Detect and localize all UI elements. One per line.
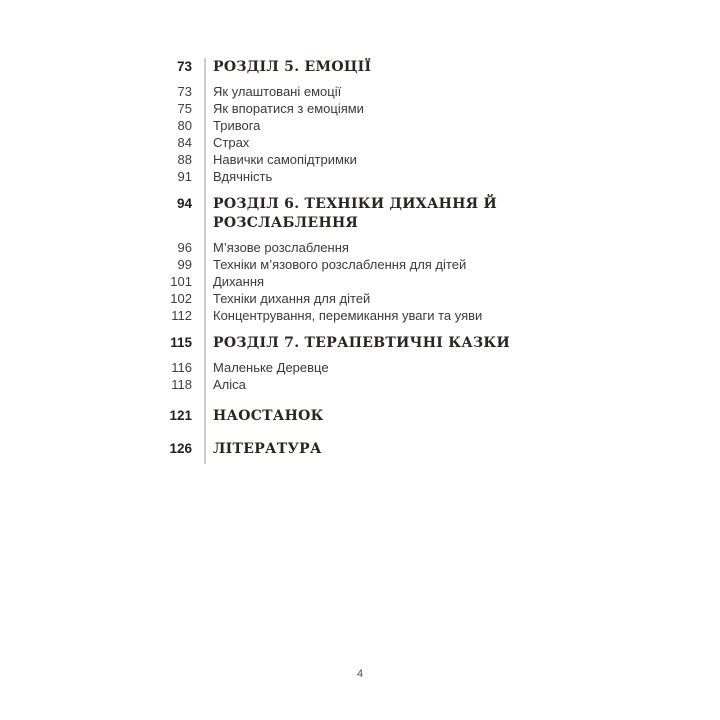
toc-item-page-number: 118 [171,377,192,392]
toc-item-row [128,134,598,151]
toc-chapter-row [128,57,598,77]
toc-item-page-number: 99 [177,257,192,272]
page-footer [0,668,720,680]
toc-item-title: Техніки м’язового розслаблення для дітей [213,257,467,272]
toc-item-title: Дихання [213,274,265,289]
toc-item-row [128,256,598,273]
toc-item-title: Як улаштовані емоції [213,84,342,99]
toc-item-page-number: 84 [177,135,192,150]
toc-divider-line [204,58,206,464]
toc-chapter-title: РОЗДІЛ 7. ТЕРАПЕВТИЧНІ КАЗКИ [213,335,510,351]
toc-chapter-page-number: 94 [176,196,192,211]
toc-chapter-page-number: 126 [169,441,192,456]
toc-item-title: Техніки дихання для дітей [213,291,371,306]
toc-item-title: Навички самопідтримки [213,152,357,167]
toc-chapter-title: РОЗДІЛ 6. ТЕХНІКИ ДИХАННЯ Й РОЗСЛАБЛЕННЯ [213,196,508,231]
toc-list [128,57,598,465]
toc-item-title: Тривога [213,118,261,133]
toc-item-row [128,100,598,117]
toc-chapter-title: ЛІТЕРАТУРА [213,441,322,457]
toc-item-row [128,117,598,134]
toc-item-page-number: 73 [177,84,192,99]
toc-chapter-row [128,333,598,353]
toc-chapter-page-number: 121 [169,408,192,423]
toc-chapter-page-number: 73 [176,59,192,74]
toc-item-title: Страх [213,135,250,150]
toc-item-row [128,307,598,324]
toc-item-title: Концентрування, перемикання уваги та уяви [213,308,483,323]
footer-page-number: 4 [356,668,364,680]
toc-item-page-number: 101 [170,274,192,289]
toc-item-page-number: 96 [177,240,192,255]
toc-item-page-number: 116 [171,360,192,375]
toc-item-row [128,83,598,100]
toc-item-title: М’язове розслаблення [213,240,349,255]
toc-item-row [128,239,598,256]
toc-item-row [128,273,598,290]
toc-item-page-number: 80 [177,118,192,133]
toc-chapter-row [128,439,598,459]
toc-item-title: Як впоратися з емоціями [213,101,364,116]
toc-item-row [128,359,598,376]
toc-item-page-number: 88 [177,152,192,167]
toc-item-title: Маленьке Деревце [213,360,329,375]
toc-item-page-number: 75 [177,101,192,116]
toc-chapter-title: НАОСТАНОК [213,408,324,424]
toc-item-row [128,376,598,393]
toc-item-page-number: 112 [171,308,192,323]
toc-chapter-title: РОЗДІЛ 5. ЕМОЦІЇ [213,59,372,75]
toc-item-row [128,290,598,307]
toc-item-row [128,151,598,168]
toc-item-title: Вдячність [213,169,273,184]
toc-item-title: Аліса [213,377,246,392]
toc-chapter-page-number: 115 [170,335,192,350]
toc-item-row [128,168,598,185]
toc-item-page-number: 91 [177,169,192,184]
toc-item-page-number: 102 [170,291,192,306]
toc-chapter-row [128,406,598,426]
toc-chapter-row [128,194,598,233]
